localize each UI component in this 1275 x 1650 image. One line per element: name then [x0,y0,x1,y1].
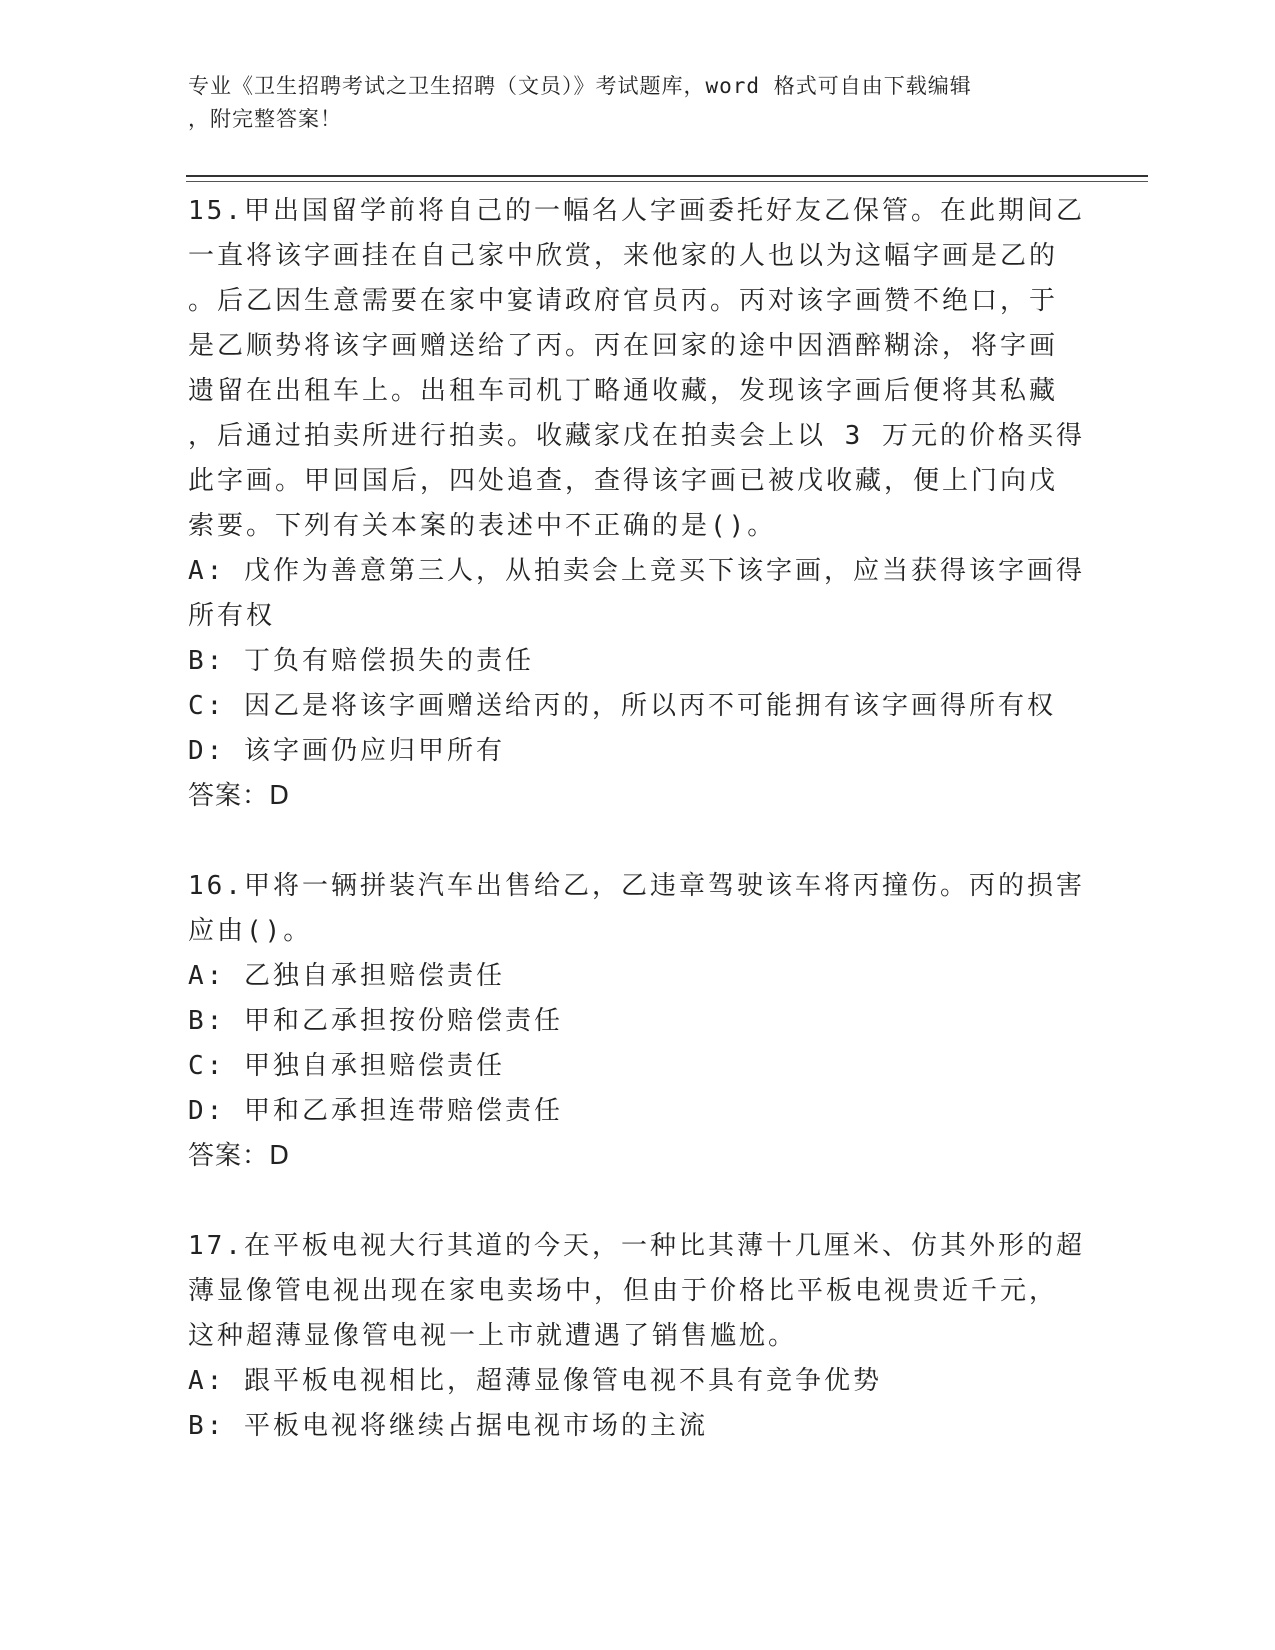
question-17-stem-line: 17.在平板电视大行其道的今天，一种比其薄十几厘米、仿其外形的超 [188,1231,1085,1261]
question-spacer [188,1179,1088,1224]
question-16-stem-line: 16.甲将一辆拼装汽车出售给乙，乙违章驾驶该车将丙撞伤。丙的损害 [188,871,1085,901]
question-15-stem-line: 。后乙因生意需要在家中宴请政府官员丙。丙对该字画赞不绝口，于 [188,286,1059,316]
question-15-stem-line: 索要。下列有关本案的表述中不正确的是()。 [188,511,777,541]
header-line-1: 专业《卫生招聘考试之卫生招聘（文员）》考试题库，word 格式可自由下载编辑 [188,74,972,98]
question-17-stem-line: 这种超薄显像管电视一上市就遭遇了销售尴尬。 [188,1321,798,1351]
document-header [188,70,1068,136]
question-16-stem-line: 应由()。 [188,916,313,946]
question-15-option-c: C: 因乙是将该字画赠送给丙的，所以丙不可能拥有该字画得所有权 [188,691,1056,721]
question-15-option-b: B: 丁负有赔偿损失的责任 [188,646,534,676]
question-15 [188,189,1088,819]
question-15-stem-line: 此字画。甲回国后，四处追查，查得该字画已被戊收藏，便上门向戊 [188,466,1059,496]
question-15-option-a-cont: 所有权 [188,601,276,631]
question-15-stem-line: 15.甲出国留学前将自己的一幅名人字画委托好友乙保管。在此期间乙 [188,196,1085,226]
question-15-stem-line: 一直将该字画挂在自己家中欣赏，来他家的人也以为这幅字画是乙的 [188,241,1059,271]
question-16-option-d: D: 甲和乙承担连带赔偿责任 [188,1096,563,1126]
header-divider [186,175,1148,177]
question-15-stem-line: 是乙顺势将该字画赠送给了丙。丙在回家的途中因酒醉糊涂，将字画 [188,331,1059,361]
question-15-answer: 答案：D [188,781,291,811]
header-divider-thin [186,181,1148,182]
question-17-option-a: A: 跟平板电视相比，超薄显像管电视不具有竞争优势 [188,1366,882,1396]
question-17 [188,1224,1088,1449]
question-15-option-a: A: 戊作为善意第三人，从拍卖会上竞买下该字画，应当获得该字画得 [188,556,1085,586]
question-15-stem-line: 遗留在出租车上。出租车司机丁略通收藏，发现该字画后便将其私藏 [188,376,1059,406]
question-17-stem-line: 薄显像管电视出现在家电卖场中，但由于价格比平板电视贵近千元， [188,1276,1059,1306]
question-list [188,189,1088,1449]
question-spacer [188,819,1088,864]
question-17-option-b: B: 平板电视将继续占据电视市场的主流 [188,1411,708,1441]
header-line-2: ，附完整答案！ [188,107,342,131]
question-16-option-c: C: 甲独自承担赔偿责任 [188,1051,505,1081]
question-16 [188,864,1088,1179]
question-16-option-b: B: 甲和乙承担按份赔偿责任 [188,1006,563,1036]
question-16-option-a: A: 乙独自承担赔偿责任 [188,961,505,991]
question-15-option-d: D: 该字画仍应归甲所有 [188,736,505,766]
question-16-answer: 答案：D [188,1141,291,1171]
question-15-stem-line: ，后通过拍卖所进行拍卖。收藏家戊在拍卖会上以 3 万元的价格买得 [188,421,1085,451]
